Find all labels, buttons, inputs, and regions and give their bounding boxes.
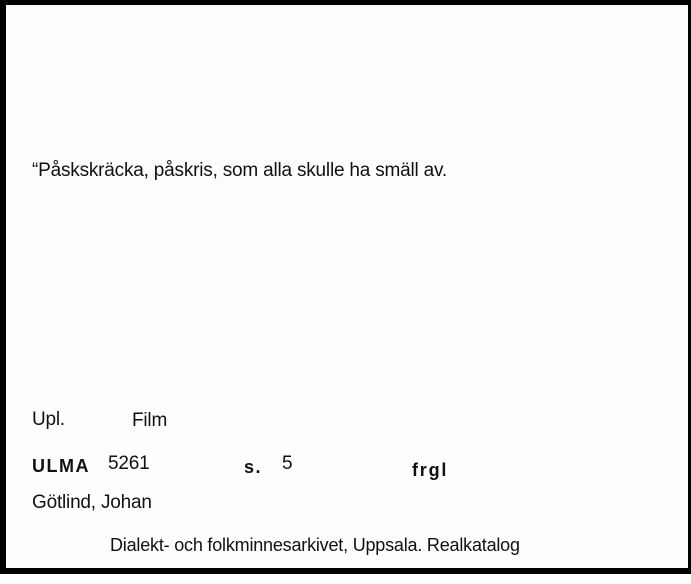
archive-code: ULMA — [32, 456, 90, 476]
archive-number: 5261 — [108, 453, 150, 474]
page-label: s. — [244, 457, 263, 477]
bottom-margin — [0, 574, 691, 584]
card-quote: “Påskskräcka, påskris, som alla skulle ha smäll av. — [32, 160, 447, 181]
media-label: Film — [132, 410, 168, 431]
informant-name: Götlind, Johan — [32, 492, 152, 513]
card-footer: Dialekt- och folkminnesarkivet, Uppsala. Realkatalog — [110, 535, 520, 555]
category-code: frgl — [412, 460, 449, 480]
index-card — [6, 5, 688, 568]
region-label: Upl. — [32, 409, 65, 430]
page-number: 5 — [282, 453, 293, 474]
